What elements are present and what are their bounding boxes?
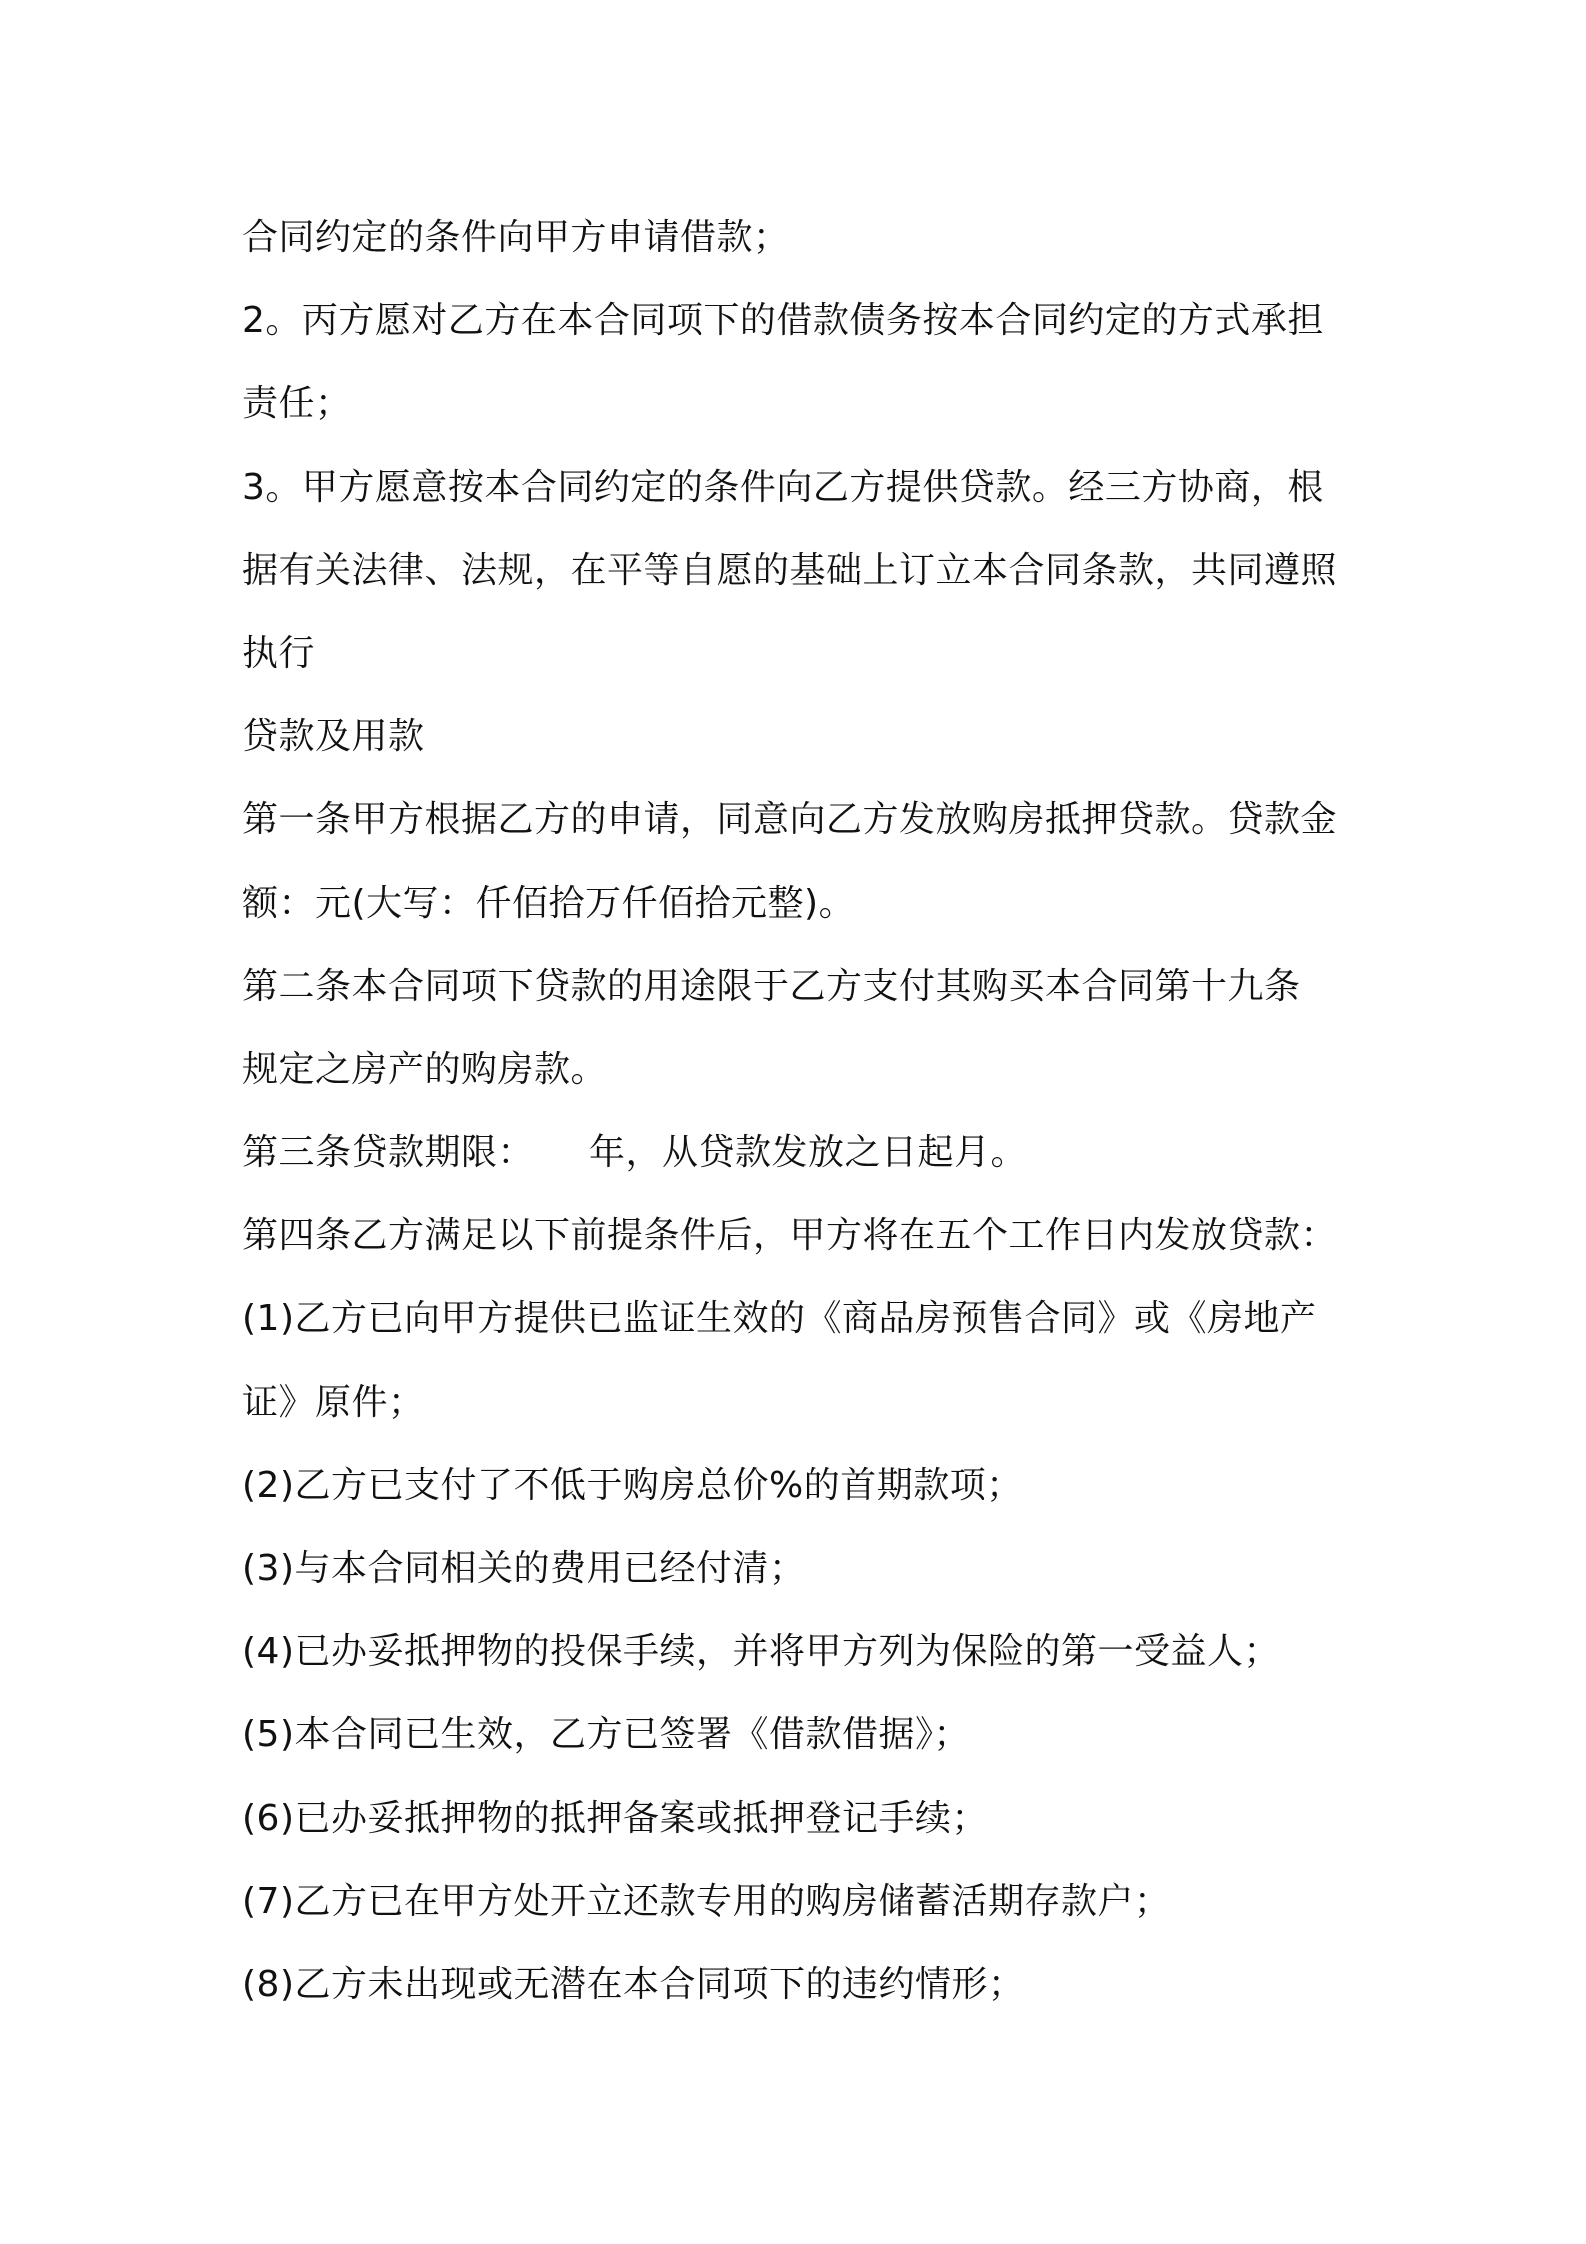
- text-line: 额：元(大写：仟佰拾万仟佰拾元整)。: [242, 882, 856, 924]
- list-item: (5)本合同已生效，乙方已签署《借款借据》；: [242, 1714, 970, 1756]
- text-line: 第四条乙方满足以下前提条件后，甲方将在五个工作日内发放贷款：: [242, 1215, 1338, 1257]
- text-line: 规定之房产的购房款。: [242, 1048, 608, 1090]
- text-line: 合同约定的条件向甲方申请借款；: [242, 217, 790, 258]
- list-item: (2)乙方已支付了不低于购房总价%的首期款项；: [242, 1464, 1023, 1506]
- document-body: [242, 196, 1362, 2026]
- list-item: (8)乙方未出现或无潜在本合同项下的违约情形；: [242, 1963, 1025, 2005]
- list-item: (6)已办妥抵押物的抵押备案或抵押登记手续；: [242, 1797, 988, 1839]
- text-line: 责任；: [242, 383, 352, 425]
- text-line: 执行: [242, 632, 316, 674]
- list-item: (4)已办妥抵押物的投保手续，并将甲方列为保险的第一受益人；: [242, 1631, 1280, 1673]
- list-item: (3)与本合同相关的费用已经付清；: [242, 1548, 806, 1589]
- text-line: 第二条本合同项下贷款的用途限于乙方支付其购买本合同第十九条: [242, 965, 1301, 1007]
- section-heading: 贷款及用款: [242, 716, 425, 758]
- list-item: (7)乙方已在甲方处开立还款专用的购房储蓄活期存款户；: [242, 1880, 1171, 1922]
- list-item: (1)乙方已向甲方提供已监证生效的《商品房预售合同》或《房地产: [242, 1298, 1317, 1340]
- list-item: 证》原件；: [242, 1381, 425, 1423]
- text-line: 3。甲方愿意按本合同约定的条件向乙方提供贷款。经三方协商，根: [242, 466, 1324, 508]
- text-line: 第三条贷款期限： 年，从贷款发放之日起月。: [242, 1132, 1028, 1174]
- text-line: 第一条甲方根据乙方的申请，同意向乙方发放购房抵押贷款。贷款金: [242, 799, 1338, 841]
- text-line: 2。丙方愿对乙方在本合同项下的借款债务按本合同约定的方式承担: [242, 300, 1324, 342]
- text-line: 据有关法律、法规，在平等自愿的基础上订立本合同条款，共同遵照: [242, 549, 1338, 591]
